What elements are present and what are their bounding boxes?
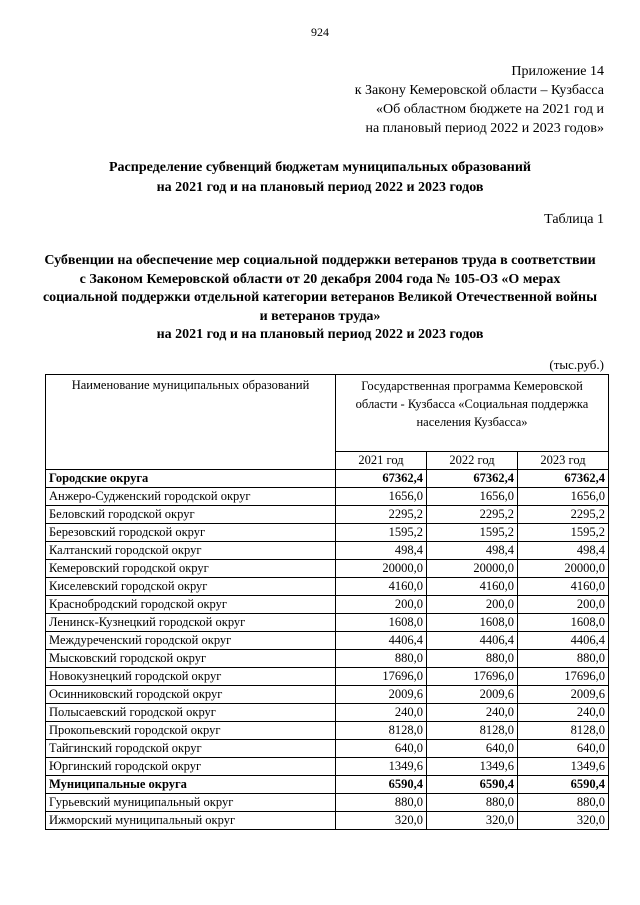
table-row bbox=[46, 704, 609, 722]
municipality-name-cell: Ижморский муниципальный округ bbox=[46, 812, 336, 830]
year-header-2021: 2021 год bbox=[336, 452, 427, 470]
table-label: Таблица 1 bbox=[544, 212, 604, 227]
table-title-line: с Законом Кемеровской области от 20 декабря 2004 года № 105-ОЗ «О мерах bbox=[79, 271, 561, 287]
value-2022-cell: 200,0 bbox=[427, 596, 518, 614]
municipality-name-cell: Мысковский городской округ bbox=[46, 650, 336, 668]
value-2023-cell: 20000,0 bbox=[518, 560, 609, 578]
value-2023-cell: 200,0 bbox=[518, 596, 609, 614]
year-header-2023: 2023 год bbox=[518, 452, 609, 470]
municipality-name-cell: Юргинский городской округ bbox=[46, 758, 336, 776]
value-2023-cell: 2295,2 bbox=[518, 506, 609, 524]
appendix-line: Приложение 14 bbox=[511, 64, 604, 79]
value-2023-cell: 880,0 bbox=[518, 650, 609, 668]
value-2022-cell: 1656,0 bbox=[427, 488, 518, 506]
table-row bbox=[46, 632, 609, 650]
value-2023-cell: 8128,0 bbox=[518, 722, 609, 740]
value-2022-cell: 6590,4 bbox=[427, 776, 518, 794]
value-2021-cell: 8128,0 bbox=[336, 722, 427, 740]
municipality-name-cell: Березовский городской округ bbox=[46, 524, 336, 542]
value-2022-cell: 4160,0 bbox=[427, 578, 518, 596]
value-2022-cell: 17696,0 bbox=[427, 668, 518, 686]
value-2021-cell: 4160,0 bbox=[336, 578, 427, 596]
table-title-line: и ветеранов труда» bbox=[259, 308, 381, 324]
table-row bbox=[46, 650, 609, 668]
value-2023-cell: 2009,6 bbox=[518, 686, 609, 704]
value-2023-cell: 320,0 bbox=[518, 812, 609, 830]
value-2021-cell: 880,0 bbox=[336, 794, 427, 812]
municipality-name-cell: Беловский городской округ bbox=[46, 506, 336, 524]
table-row bbox=[46, 524, 609, 542]
value-2022-cell: 880,0 bbox=[427, 650, 518, 668]
value-2023-cell: 498,4 bbox=[518, 542, 609, 560]
value-2021-cell: 1595,2 bbox=[336, 524, 427, 542]
value-2022-cell: 240,0 bbox=[427, 704, 518, 722]
value-2022-cell: 2295,2 bbox=[427, 506, 518, 524]
value-2021-cell: 4406,4 bbox=[336, 632, 427, 650]
value-2022-cell: 1595,2 bbox=[427, 524, 518, 542]
value-2022-cell: 4406,4 bbox=[427, 632, 518, 650]
value-2021-cell: 498,4 bbox=[336, 542, 427, 560]
page-number: 924 bbox=[311, 25, 329, 39]
value-2021-cell: 640,0 bbox=[336, 740, 427, 758]
appendix-line: к Закону Кемеровской области – Кузбасса bbox=[354, 83, 604, 98]
table-title-line: Субвенции на обеспечение мер социальной поддержки ветеранов труда в соответствии bbox=[44, 253, 596, 268]
municipality-name-cell: Краснобродский городской округ bbox=[46, 596, 336, 614]
value-2021-cell: 20000,0 bbox=[336, 560, 427, 578]
table-row bbox=[46, 542, 609, 560]
value-2022-cell: 880,0 bbox=[427, 794, 518, 812]
table-row bbox=[46, 812, 609, 830]
value-2022-cell: 498,4 bbox=[427, 542, 518, 560]
municipality-name-cell: Междуреченский городской округ bbox=[46, 632, 336, 650]
value-2021-cell: 320,0 bbox=[336, 812, 427, 830]
value-2022-cell: 320,0 bbox=[427, 812, 518, 830]
municipality-name-cell: Анжеро-Судженский городской округ bbox=[46, 488, 336, 506]
value-2021-cell: 240,0 bbox=[336, 704, 427, 722]
main-title-line: на 2021 год и на плановый период 2022 и 2023 годов bbox=[156, 180, 484, 195]
municipality-name-cell: Калтанский городской округ bbox=[46, 542, 336, 560]
municipality-name-cell: Гурьевский муниципальный округ bbox=[46, 794, 336, 812]
table-group-row bbox=[46, 470, 609, 488]
units-label: (тыс.руб.) bbox=[549, 357, 604, 372]
appendix-line: «Об областном бюджете на 2021 год и bbox=[376, 102, 604, 117]
value-2021-cell: 1608,0 bbox=[336, 614, 427, 632]
value-2021-cell: 67362,4 bbox=[336, 470, 427, 488]
municipality-name-cell: Муниципальные округа bbox=[46, 776, 336, 794]
table-group-row bbox=[46, 776, 609, 794]
table-row bbox=[46, 578, 609, 596]
value-2022-cell: 20000,0 bbox=[427, 560, 518, 578]
value-2022-cell: 67362,4 bbox=[427, 470, 518, 488]
value-2023-cell: 17696,0 bbox=[518, 668, 609, 686]
municipality-name-cell: Тайгинский городской округ bbox=[46, 740, 336, 758]
value-2022-cell: 640,0 bbox=[427, 740, 518, 758]
table-title-line: на 2021 год и на плановый период 2022 и 2023 годов bbox=[156, 327, 484, 342]
appendix-header bbox=[355, 62, 604, 138]
value-2023-cell: 4160,0 bbox=[518, 578, 609, 596]
table-row bbox=[46, 488, 609, 506]
table-body bbox=[46, 470, 609, 830]
subsidy-table bbox=[45, 374, 609, 830]
value-2021-cell: 2009,6 bbox=[336, 686, 427, 704]
value-2023-cell: 880,0 bbox=[518, 794, 609, 812]
value-2023-cell: 1349,6 bbox=[518, 758, 609, 776]
value-2021-cell: 880,0 bbox=[336, 650, 427, 668]
year-header-2022: 2022 год bbox=[427, 452, 518, 470]
value-2022-cell: 2009,6 bbox=[427, 686, 518, 704]
table-row bbox=[46, 794, 609, 812]
municipality-name-cell: Киселевский городской округ bbox=[46, 578, 336, 596]
value-2023-cell: 1656,0 bbox=[518, 488, 609, 506]
appendix-line: на плановый период 2022 и 2023 годов» bbox=[365, 121, 604, 136]
municipality-name-cell: Городские округа bbox=[46, 470, 336, 488]
municipality-name-cell: Кемеровский городской округ bbox=[46, 560, 336, 578]
table-row bbox=[46, 668, 609, 686]
table-row bbox=[46, 740, 609, 758]
table-row bbox=[46, 722, 609, 740]
municipality-name-cell: Ленинск-Кузнецкий городской округ bbox=[46, 614, 336, 632]
table-row bbox=[46, 758, 609, 776]
value-2023-cell: 640,0 bbox=[518, 740, 609, 758]
value-2022-cell: 1349,6 bbox=[427, 758, 518, 776]
value-2021-cell: 6590,4 bbox=[336, 776, 427, 794]
value-2021-cell: 2295,2 bbox=[336, 506, 427, 524]
main-title bbox=[0, 158, 640, 198]
value-2021-cell: 17696,0 bbox=[336, 668, 427, 686]
table-row bbox=[46, 560, 609, 578]
municipality-name-cell: Прокопьевский городской округ bbox=[46, 722, 336, 740]
value-2023-cell: 1595,2 bbox=[518, 524, 609, 542]
value-2023-cell: 240,0 bbox=[518, 704, 609, 722]
municipality-name-cell: Осинниковский городской округ bbox=[46, 686, 336, 704]
table-title-line: социальной поддержки отдельной категории ветеранов Великой Отечественной войны bbox=[42, 290, 598, 305]
value-2022-cell: 8128,0 bbox=[427, 722, 518, 740]
table-row bbox=[46, 506, 609, 524]
value-2021-cell: 200,0 bbox=[336, 596, 427, 614]
name-column-header: Наименование муниципальных образований bbox=[46, 375, 336, 470]
value-2023-cell: 6590,4 bbox=[518, 776, 609, 794]
table-row bbox=[46, 686, 609, 704]
value-2023-cell: 1608,0 bbox=[518, 614, 609, 632]
value-2023-cell: 67362,4 bbox=[518, 470, 609, 488]
table-row bbox=[46, 614, 609, 632]
municipality-name-cell: Полысаевский городской округ bbox=[46, 704, 336, 722]
municipality-name-cell: Новокузнецкий городской округ bbox=[46, 668, 336, 686]
value-2022-cell: 1608,0 bbox=[427, 614, 518, 632]
value-2021-cell: 1656,0 bbox=[336, 488, 427, 506]
program-column-header: Государственная программа Кемеровской области - Кузбасса «Социальная поддержка населения Кузбасса» bbox=[336, 375, 609, 452]
value-2021-cell: 1349,6 bbox=[336, 758, 427, 776]
value-2023-cell: 4406,4 bbox=[518, 632, 609, 650]
table-title bbox=[0, 252, 640, 345]
main-title-line: Распределение субвенций бюджетам муниципальных образований bbox=[109, 160, 531, 175]
table-row bbox=[46, 596, 609, 614]
